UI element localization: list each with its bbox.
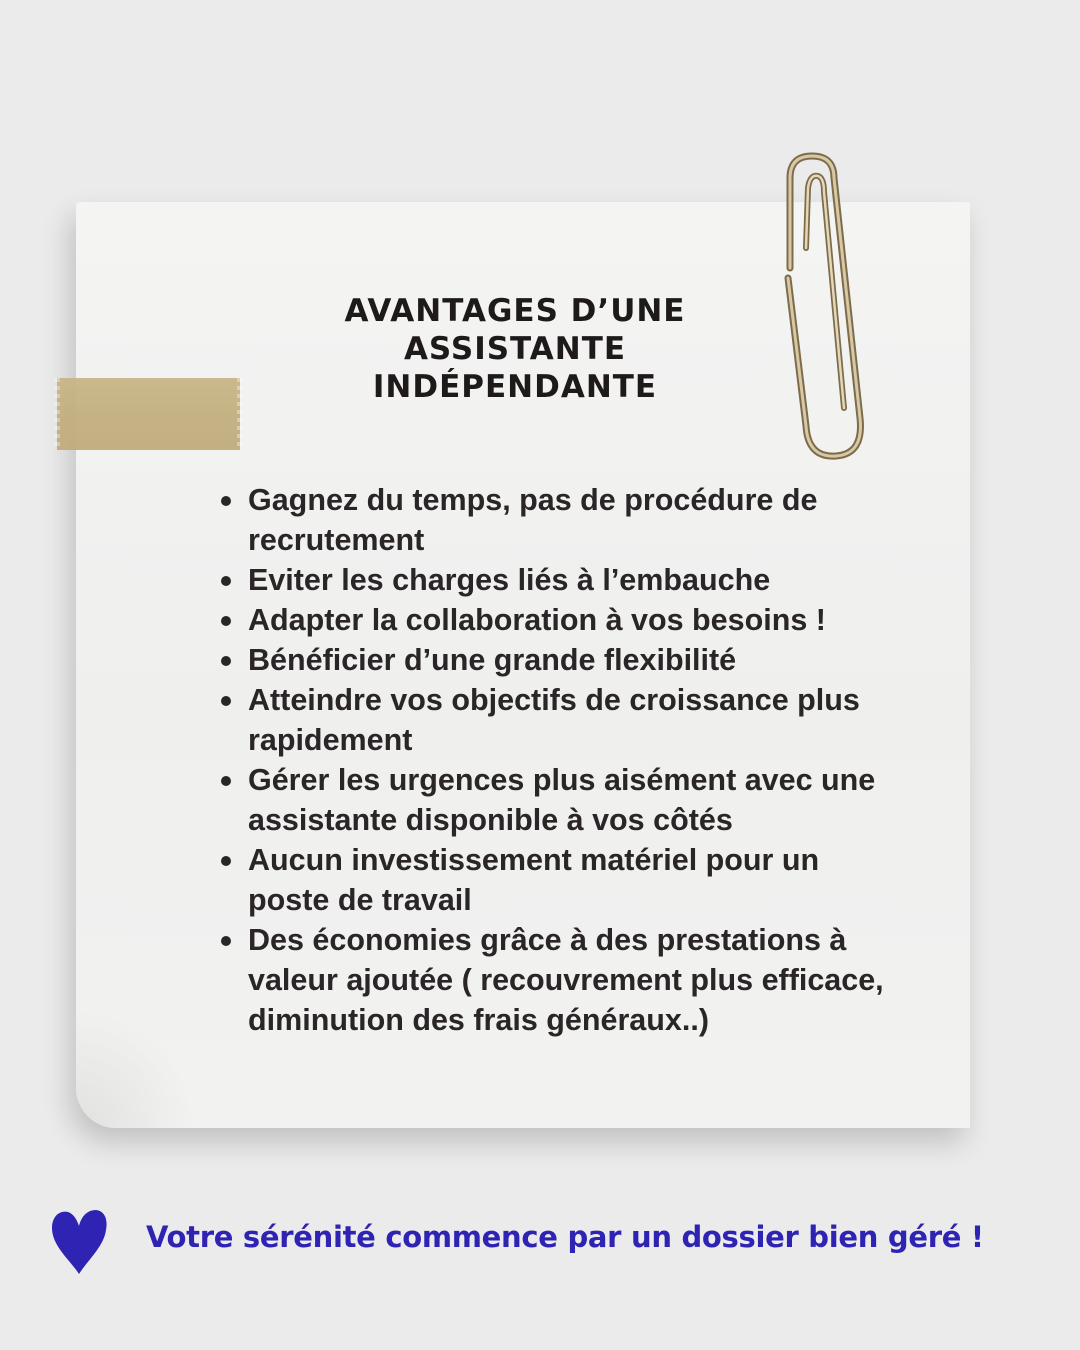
footer-tagline: Votre sérénité commence par un dossier bien géré ! <box>146 1220 984 1254</box>
benefit-item: Bénéficier d’une grande flexibilité <box>218 640 908 680</box>
benefit-item: Aucun investissement matériel pour un poste de travail <box>218 840 908 920</box>
benefit-item: Adapter la collaboration à vos besoins ! <box>218 600 908 640</box>
paperclip-icon <box>770 148 880 466</box>
benefits-list <box>218 480 908 1040</box>
benefit-item: Gagnez du temps, pas de procédure de recrutement <box>218 480 908 560</box>
heart-icon <box>48 1208 110 1278</box>
title-line: AVANTAGES D’UNE <box>344 293 686 329</box>
title-line: ASSISTANTE <box>403 331 627 367</box>
masking-tape <box>57 378 240 450</box>
benefit-item: Atteindre vos objectifs de croissance plus rapidement <box>218 680 908 760</box>
benefit-item: Gérer les urgences plus aisément avec une assistante disponible à vos côtés <box>218 760 908 840</box>
title-line: INDÉPENDANTE <box>372 369 658 405</box>
note-title <box>280 292 750 406</box>
benefit-item: Des économies grâce à des prestations à valeur ajoutée ( recouvrement plus efficace, diminution des frais généraux..) <box>218 920 908 1040</box>
benefit-item: Eviter les charges liés à l’embauche <box>218 560 908 600</box>
